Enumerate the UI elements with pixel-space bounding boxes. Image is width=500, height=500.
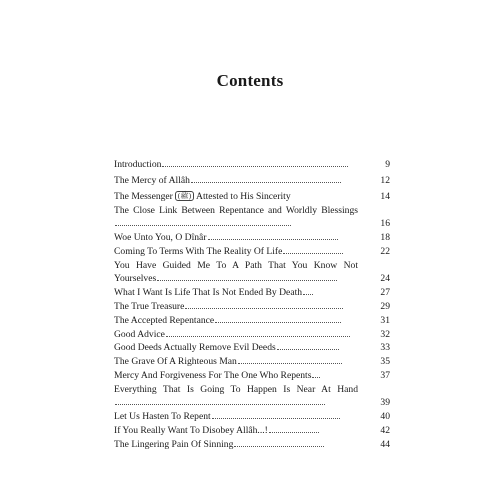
dot-leader [215,314,341,323]
toc-entry[interactable] [114,190,390,203]
toc-page-number: 14 [380,191,390,203]
toc-entry[interactable] [114,245,390,258]
toc-page-number: 27 [380,286,390,298]
toc-entry[interactable] [114,314,390,327]
toc-page-number: 16 [380,218,390,230]
toc-page-number: 42 [380,424,390,436]
dot-leader [312,369,320,378]
pbuh-symbol: (ﷺ) [175,191,194,201]
toc-entry-title: The Lingering Pain Of Sinning [114,438,358,451]
toc-entry[interactable] [114,300,390,313]
toc-entry-title: Woe Unto You, O Dînâr [114,231,358,244]
toc-entry-title: Coming To Terms With The Reality Of Life [114,245,358,258]
toc-entry-title: Mercy And Forgiveness For The One Who Repents [114,369,358,382]
dot-leader [185,300,343,309]
toc-entry[interactable] [114,355,390,368]
dot-leader [166,328,350,337]
toc-entry-title: Introduction [114,158,358,171]
dot-leader [283,245,343,254]
dot-leader [157,272,337,281]
toc-entry-title: The Grave Of A Righteous Man [114,355,358,368]
toc-page-number: 31 [380,314,390,326]
toc-entry-title: If You Really Want To Disobey Allâh...! [114,424,358,437]
toc-entry[interactable] [114,369,390,382]
dot-leader [238,355,342,364]
toc-entry-title: The Mercy of Allâh [114,174,358,187]
toc-page-number: 39 [380,397,390,409]
page-title: Contents [216,71,284,90]
toc-page-number: 40 [380,411,390,423]
dot-leader [269,424,319,433]
toc-entry[interactable] [114,259,390,285]
dot-leader [234,438,324,447]
toc-page-number: 12 [380,175,390,187]
toc-entry-title: The True Treasure [114,300,358,313]
toc-entry-title: Everything That Is Going To Happen Is Near At Hand [114,383,358,409]
toc-page-number: 22 [380,245,390,257]
toc-entry[interactable] [114,341,390,354]
toc-page-number: 44 [380,438,390,450]
toc-entry-title: The Messenger (ﷺ) Attested to His Sincerity [114,191,291,203]
toc-entry-title: Good Advice [114,328,358,341]
toc-entry[interactable] [114,424,390,437]
dot-leader [115,217,291,226]
toc-entry-title: Let Us Hasten To Repent [114,410,358,423]
dot-leader [208,231,338,240]
toc-entry-title: The Accepted Repentance [114,314,358,327]
toc-entry[interactable] [114,174,390,187]
toc-entry[interactable] [114,231,390,244]
toc-page-number: 18 [380,232,390,244]
dot-leader [115,396,325,405]
toc-entry[interactable] [114,286,390,299]
toc-entry[interactable] [114,410,390,423]
toc-entry[interactable] [114,438,390,451]
toc-page-number: 32 [380,328,390,340]
toc-page-number: 33 [380,342,390,354]
toc-entry-title: What I Want Is Life That Is Not Ended By Death [114,286,358,299]
toc-page-number: 9 [385,159,390,170]
dot-leader [191,174,341,183]
toc-entry[interactable] [114,328,390,341]
toc-entry-title: You Have Guided Me To A Path That You Know Not Yourselves [114,259,358,284]
toc-entry[interactable] [114,383,390,409]
toc-entry[interactable] [114,158,390,171]
toc-entry-title: The Close Link Between Repentance and Worldly Blessings [114,204,358,230]
dot-leader [162,158,348,167]
dot-leader [303,286,313,295]
table-of-contents [114,158,390,451]
dot-leader [277,341,339,350]
toc-entry[interactable] [114,204,390,230]
dot-leader [212,410,340,419]
toc-page-number: 37 [380,370,390,382]
toc-page-number: 24 [380,272,390,284]
toc-entry-title: Good Deeds Actually Remove Evil Deeds [114,341,358,354]
toc-page-number: 35 [380,356,390,368]
toc-page-number: 29 [380,300,390,312]
